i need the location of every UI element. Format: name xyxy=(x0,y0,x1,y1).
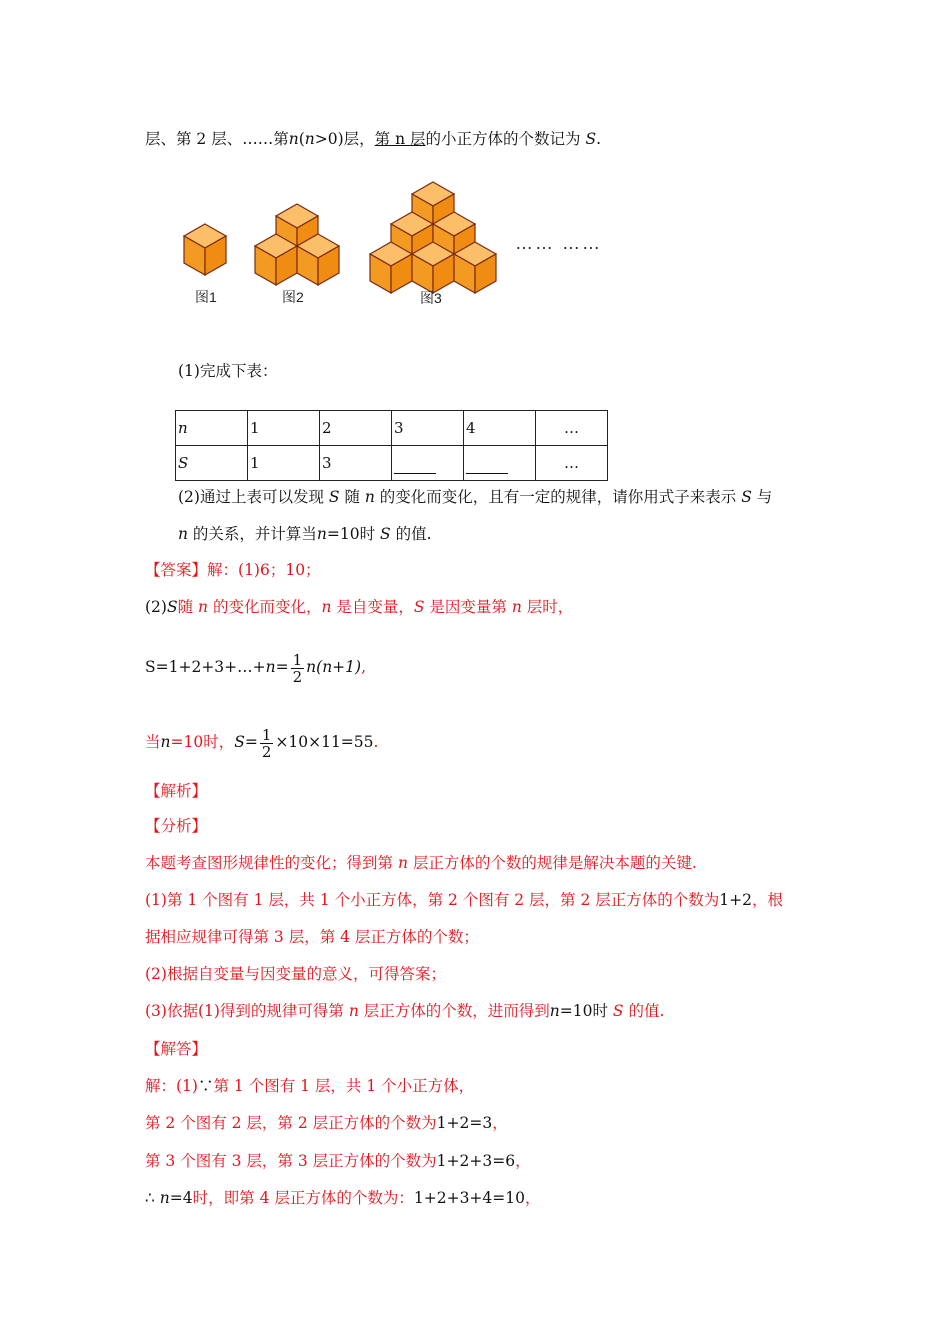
intro-text: 的小正方体的个数记为 xyxy=(425,130,586,148)
analysis-text: 层正方体的个数，进而得到 xyxy=(358,1002,550,1020)
analysis-p5 xyxy=(145,1000,664,1022)
var-n: n xyxy=(549,1002,560,1020)
answer-text: 是因变量第 xyxy=(424,598,512,616)
var-n: n xyxy=(160,733,171,751)
math-expr: 1+2+3=6 xyxy=(436,1152,516,1170)
condition: >0) xyxy=(314,130,344,148)
table-cell-ellipsis: … xyxy=(536,411,608,446)
var-n: n xyxy=(178,525,188,543)
analysis-p2 xyxy=(145,889,783,911)
var-n: n xyxy=(511,598,522,616)
intro-text: 层， xyxy=(343,130,375,148)
solution-text: 时，即第 4 层正方体的个数为： xyxy=(192,1189,414,1207)
solution-text: 解：(1) xyxy=(145,1077,198,1095)
table-cell: 1 xyxy=(248,411,320,446)
equation-1 xyxy=(145,650,366,685)
analysis-text: (1)第 1 个图有 1 层，共 1 个小正方体，第 2 个图有 2 层，第 2 层正方体的个数为 xyxy=(145,891,720,909)
math-expr: 1+2=3 xyxy=(436,1114,493,1132)
numerator: 1 xyxy=(261,725,272,744)
var-n: n xyxy=(198,598,209,616)
solution-line-1 xyxy=(145,1075,474,1097)
equation-text: S=1+2+3+…+ xyxy=(145,658,266,676)
equation-text: n(n+1) xyxy=(306,658,362,676)
answer-line-2 xyxy=(145,596,573,618)
q2-text: 的变化而变化，且有一定的规律，请你用式子来表示 xyxy=(374,488,742,506)
answer-line-1 xyxy=(145,559,321,581)
q2-text: 的值. xyxy=(390,525,432,543)
q2-text: 随 xyxy=(339,488,365,506)
answer-text: 随 xyxy=(177,598,199,616)
table-cell-blank[interactable] xyxy=(392,446,464,481)
var-s: S xyxy=(328,488,340,506)
var-n: n xyxy=(321,598,332,616)
cube xyxy=(184,224,226,275)
answer-label: 【答案】 xyxy=(145,561,208,579)
cube-figures xyxy=(175,175,605,315)
table-cell: 2 xyxy=(320,411,392,446)
answer-text: 解：(1)6；10； xyxy=(207,561,321,579)
figure-label-1: 图1 xyxy=(195,289,217,305)
var-s: S xyxy=(585,130,597,148)
var-s: S xyxy=(612,1002,624,1020)
table-cell: 3 xyxy=(320,446,392,481)
q2-text: 的关系，并计算当 xyxy=(187,525,317,543)
because-symbol: ∵ xyxy=(197,1077,214,1095)
analysis-text: (3)依据(1)得到的规律可得第 xyxy=(145,1002,349,1020)
equals: = xyxy=(244,733,258,751)
solution-text: 第 3 个图有 3 层，第 3 层正方体的个数为 xyxy=(145,1152,437,1170)
analysis-text: 本题考查图形规律性的变化；得到第 xyxy=(145,854,398,872)
analysis-label: 【解析】 xyxy=(145,782,208,800)
blank-line xyxy=(466,459,508,474)
denominator: 2 xyxy=(261,742,272,761)
var-s: S xyxy=(413,598,425,616)
fraction-half xyxy=(260,727,274,760)
answer-text: (2) xyxy=(145,598,167,616)
q2-text: =10时 xyxy=(326,525,381,543)
analysis-text: ，根 xyxy=(751,891,783,909)
therefore-symbol: ∴ xyxy=(145,1189,155,1207)
figure-label-3: 图3 xyxy=(420,290,442,306)
answer-text: 的变化而变化， xyxy=(208,598,322,616)
var-s: S xyxy=(380,525,391,543)
analysis-text: =10时 xyxy=(559,1002,613,1020)
data-table xyxy=(175,410,608,481)
var-n: n xyxy=(304,130,315,148)
comma: , xyxy=(361,658,367,676)
var-n: n xyxy=(288,130,299,148)
answer-text: 是自变量， xyxy=(331,598,414,616)
denominator: 2 xyxy=(292,667,303,686)
fraction-half xyxy=(291,652,305,685)
table-cell-blank[interactable] xyxy=(464,446,536,481)
comma: ， xyxy=(492,1114,508,1132)
var-n: n xyxy=(364,488,375,506)
comma: ， xyxy=(525,1189,541,1207)
comma: ， xyxy=(515,1152,531,1170)
figure-label-2: 图2 xyxy=(282,289,304,305)
blank-line xyxy=(394,459,436,474)
table-row xyxy=(176,446,608,481)
solution-label: 【解答】 xyxy=(145,1040,208,1058)
var-n: n xyxy=(348,1002,359,1020)
table-head-n: n xyxy=(176,411,248,446)
math-expr: 1+2 xyxy=(719,891,752,909)
var-s: S xyxy=(741,488,752,506)
period: . xyxy=(373,733,379,751)
fenxi-label: 【分析】 xyxy=(145,817,208,835)
intro-text: 层、第 2 层、……第 xyxy=(145,130,289,148)
solution-line-4 xyxy=(145,1187,541,1209)
question-2-line-1 xyxy=(178,486,772,508)
analysis-p4: (2)根据自变量与因变量的意义，可得答案； xyxy=(145,965,446,983)
q2-text: 与 xyxy=(751,488,773,506)
figure-ellipsis: …… …… xyxy=(515,233,603,253)
intro-line xyxy=(145,128,601,150)
table-head-s: S xyxy=(176,446,248,481)
equals: = xyxy=(275,658,289,676)
table-row xyxy=(176,411,608,446)
var-n: n xyxy=(397,854,408,872)
numerator: 1 xyxy=(292,650,303,669)
var-n: n xyxy=(316,525,327,543)
table-cell: 4 xyxy=(464,411,536,446)
table-cell: 1 xyxy=(248,446,320,481)
question-2-line-2 xyxy=(178,523,432,545)
var-s: S xyxy=(166,598,178,616)
analysis-text: 的值. xyxy=(623,1002,665,1020)
solution-text: 第 2 个图有 2 层，第 2 层正方体的个数为 xyxy=(145,1114,437,1132)
math-expr: =4 xyxy=(169,1189,193,1207)
answer-text: 层时， xyxy=(521,598,574,616)
paren: ( xyxy=(298,130,305,148)
equation-text: =10时， xyxy=(170,733,235,751)
solution-line-3 xyxy=(145,1150,531,1172)
var-n: n xyxy=(265,658,276,676)
table-cell: 3 xyxy=(392,411,464,446)
solution-line-2 xyxy=(145,1112,508,1134)
underlined-term: 第 n 层 xyxy=(374,130,426,148)
analysis-p3: 据相应规律可得第 3 层，第 4 层正方体的个数； xyxy=(145,928,479,946)
equation-2 xyxy=(145,725,378,760)
solution-text: 第 1 个图有 1 层，共 1 个小正方体， xyxy=(213,1077,475,1095)
math-expr: 1+2+3+4=10 xyxy=(413,1189,525,1207)
equation-text: 当 xyxy=(145,733,161,751)
table-cell-ellipsis: … xyxy=(536,446,608,481)
question-1: (1)完成下表： xyxy=(178,362,278,380)
equation-text: ×10×11=55 xyxy=(275,733,374,751)
period: . xyxy=(596,130,602,148)
var-s: S xyxy=(234,733,245,751)
var-n: n xyxy=(154,1189,170,1207)
analysis-p1 xyxy=(145,852,697,874)
analysis-text: 层正方体的个数的规律是解决本题的关键. xyxy=(407,854,697,872)
q2-text: (2)通过上表可以发现 xyxy=(178,488,329,506)
